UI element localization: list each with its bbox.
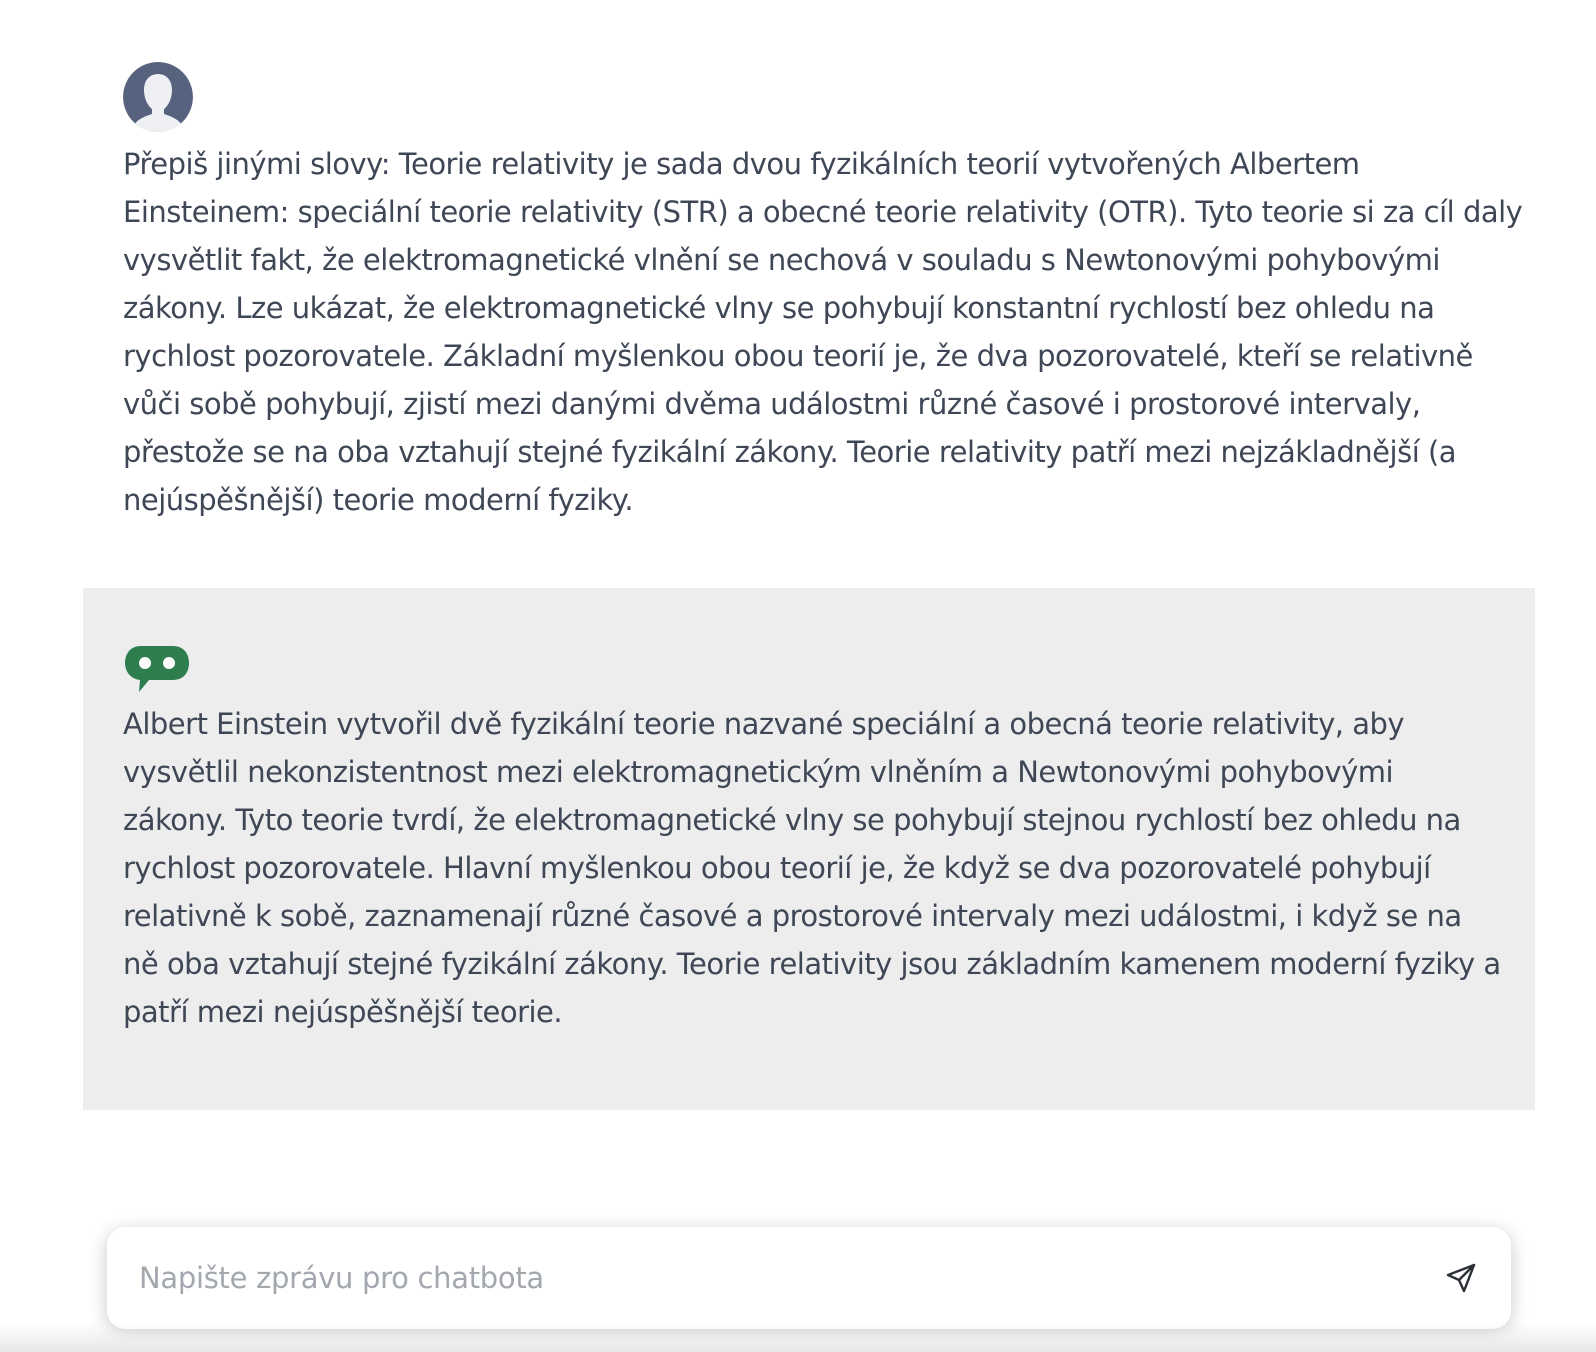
message-composer	[107, 1227, 1511, 1329]
send-icon	[1445, 1262, 1477, 1294]
user-message-text: Přepiš jinými slovy: Teorie relativity je sada dvou fyzikálních teorií vytvořených Albertem Einsteinem: speciální teorie relativity (STR) a obecné teorie relativity (OTR). Tyto teorie si za cíl daly vysvětlit fakt, že elektromagnetické vlnění se nechová v souladu s Newtonovými pohybovými zákony. Lze ukázat, že elektromagnetické vlny se pohybují konstantní rychlostí bez ohledu na rychlost pozorovatele. Základní myšlenkou obou teorií je, že dva pozorovatelé, kteří se relativně vůči sobě pohybují, zjistí mezi danými dvěma událostmi různé časové i prostorové intervaly, přestože se na oba vztahují stejné fyzikální zákony. Teorie relativity patří mezi nejzákladnější (a nejúspěšnější) teorie moderní fyziky.	[123, 147, 1523, 517]
bot-message	[83, 588, 1535, 1110]
user-avatar-icon	[123, 62, 193, 132]
bot-message-text: Albert Einstein vytvořil dvě fyzikální teorie nazvané speciální a obecná teorie relativity, aby vysvětlil nekonzistentnost mezi elektromagnetickým vlněním a Newtonovými pohybovými zákony. Tyto teorie tvrdí, že elektromagnetické vlny se pohybují stejnou rychlostí bez ohledu na rychlost pozorovatele. Hlavní myšlenkou obou teorií je, že když se dva pozorovatelé pohybují relativně k sobě, zaznamenají různé časové a prostorové intervaly mezi událostmi, i když se na ně oba vztahují stejné fyzikální zákony. Teorie relativity jsou základním kamenem moderní fyziky a patří mezi nejúspěšnější teorie.	[123, 707, 1501, 1029]
message-input[interactable]	[137, 1260, 1437, 1296]
chat-bubble-icon	[123, 644, 191, 694]
user-message	[123, 62, 1523, 524]
send-button[interactable]	[1437, 1254, 1485, 1302]
bottom-shadow	[0, 1322, 1596, 1352]
